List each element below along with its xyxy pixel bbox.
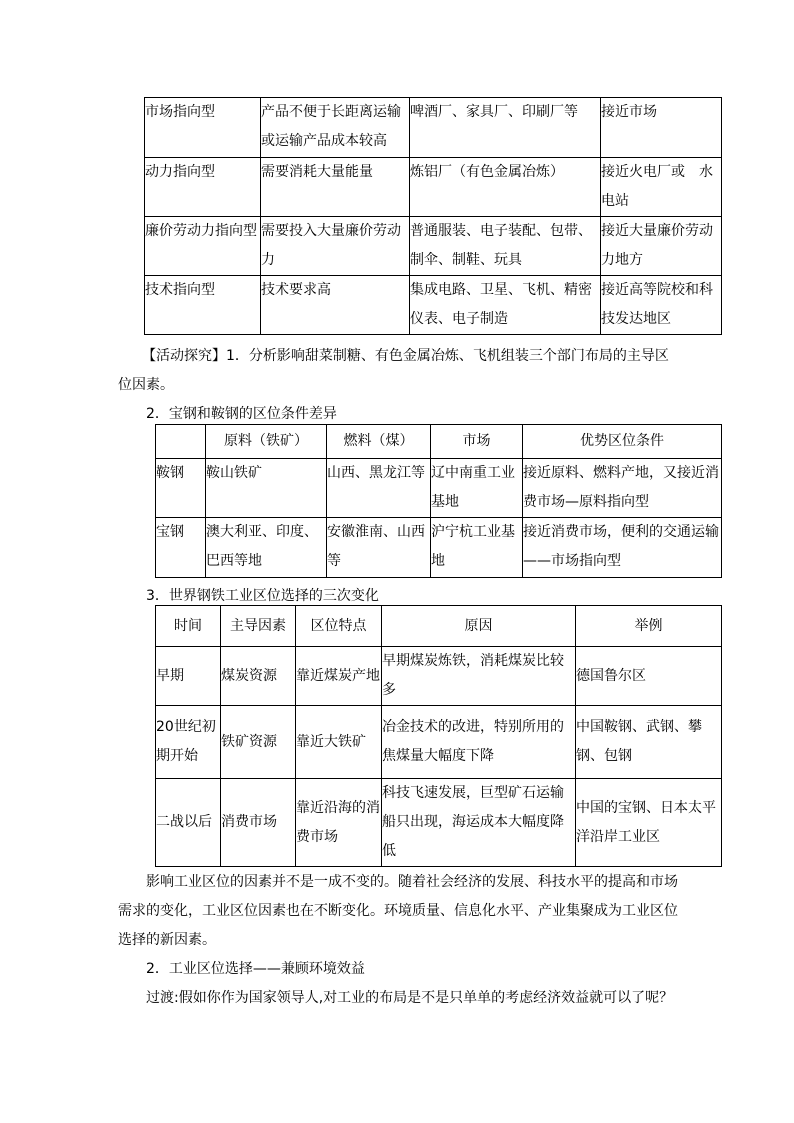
table-cell: 需要消耗大量能量 (261, 158, 410, 217)
table-row (156, 779, 722, 867)
table-cell: 20世纪初期开始 (156, 706, 221, 779)
table-header-row (156, 606, 722, 647)
table-row (156, 518, 722, 578)
table-cell: 中国鞍钢、武钢、攀钢、包钢 (576, 706, 722, 779)
table-row (156, 459, 722, 518)
table-cell: 技术指向型 (145, 276, 261, 335)
table-cell: 早期煤炭炼铁，消耗煤炭比较多 (382, 647, 576, 706)
paragraph-line-2: 需求的变化，工业区位因素也在不断变化。环境质量、信息化水平、产业集聚成为工业区位 (118, 903, 678, 919)
transition-text: 过渡:假如你作为国家领导人,对工业的布局是不是只单单的考虑经济效益就可以了呢？ (146, 990, 674, 1006)
question-3-heading: 3．世界钢铁工业区位选择的三次变化 (146, 588, 379, 604)
table-cell: 技术要求高 (261, 276, 410, 335)
table-header-cell: 举例 (576, 606, 722, 647)
table-cell: 需要投入大量廉价劳动力 (261, 217, 410, 276)
table-header-cell: 原料（铁矿） (206, 425, 327, 459)
table-cell: 靠近大铁矿 (296, 706, 382, 779)
question-2-heading: 2．宝钢和鞍钢的区位条件差异 (146, 406, 337, 422)
table-cell: 德国鲁尔区 (576, 647, 722, 706)
table-cell: 鞍山铁矿 (206, 459, 327, 518)
table-header-cell: 优势区位条件 (523, 425, 722, 459)
table-cell: 普通服装、电子装配、包带、制伞、制鞋、玩具 (410, 217, 601, 276)
table-cell: 动力指向型 (145, 158, 261, 217)
table-cell: 煤炭资源 (221, 647, 296, 706)
table-cell: 产品不便于长距离运输或运输产品成本较高 (261, 98, 410, 158)
steel-plant-comparison-table (155, 424, 722, 578)
activity-line-1: 【活动探究】1．分析影响甜菜制糖、有色金属冶炼、飞机组装三个部门布局的主导区 (142, 348, 669, 364)
table-row (145, 276, 722, 335)
table-cell: 宝钢 (156, 518, 206, 578)
table-header-cell: 原因 (382, 606, 576, 647)
table-cell: 接近消费市场，便利的交通运输——市场指向型 (523, 518, 722, 578)
table-cell: 廉价劳动力指向型 (145, 217, 261, 276)
table-header-cell: 燃料（煤） (327, 425, 431, 459)
table-row (145, 158, 722, 217)
table-header-cell: 市场 (431, 425, 523, 459)
table-cell: 消费市场 (221, 779, 296, 867)
table-cell: 市场指向型 (145, 98, 261, 158)
table-cell: 辽中南重工业基地 (431, 459, 523, 518)
table-cell: 啤酒厂、家具厂、印刷厂等 (410, 98, 601, 158)
paragraph-line-3: 选择的新因素。 (118, 932, 216, 948)
table-cell: 靠近煤炭产地 (296, 647, 382, 706)
table-cell: 山西、黑龙江等 (327, 459, 431, 518)
table-cell: 早期 (156, 647, 221, 706)
table-cell: 炼铝厂（有色金属冶炼） (410, 158, 601, 217)
industry-orientation-table (144, 97, 722, 335)
table-row (145, 217, 722, 276)
table-cell: 安徽淮南、山西等 (327, 518, 431, 578)
section-2-heading: 2．工业区位选择——兼顾环境效益 (146, 961, 365, 977)
table-cell: 接近原料、燃料产地，又接近消费市场—原料指向型 (523, 459, 722, 518)
table-cell: 澳大利亚、印度、巴西等地 (206, 518, 327, 578)
table-cell: 靠近沿海的消费市场 (296, 779, 382, 867)
table-cell: 铁矿资源 (221, 706, 296, 779)
table-cell: 接近火电厂或 水电站 (601, 158, 722, 217)
table-cell: 中国的宝钢、日本太平洋沿岸工业区 (576, 779, 722, 867)
paragraph-line-1: 影响工业区位的因素并不是一成不变的。随着社会经济的发展、科技水平的提高和市场 (146, 874, 678, 890)
table-header-cell: 主导因素 (221, 606, 296, 647)
table-cell: 接近市场 (601, 98, 722, 158)
table-row (156, 647, 722, 706)
table-cell: 鞍钢 (156, 459, 206, 518)
table-cell: 接近高等院校和科技发达地区 (601, 276, 722, 335)
table-row (156, 706, 722, 779)
table-cell: 沪宁杭工业基地 (431, 518, 523, 578)
table-cell: 集成电路、卫星、飞机、精密仪表、电子制造 (410, 276, 601, 335)
table-cell: 二战以后 (156, 779, 221, 867)
table-header-cell (156, 425, 206, 459)
table-row (145, 98, 722, 158)
table-cell: 科技飞速发展，巨型矿石运输船只出现，海运成本大幅度降低 (382, 779, 576, 867)
table-cell: 接近大量廉价劳动力地方 (601, 217, 722, 276)
table-header-row (156, 425, 722, 459)
steel-location-changes-table (155, 605, 722, 867)
table-header-cell: 时间 (156, 606, 221, 647)
activity-line-2: 位因素。 (118, 377, 174, 393)
table-cell: 冶金技术的改进，特别所用的焦煤量大幅度下降 (382, 706, 576, 779)
table-header-cell: 区位特点 (296, 606, 382, 647)
